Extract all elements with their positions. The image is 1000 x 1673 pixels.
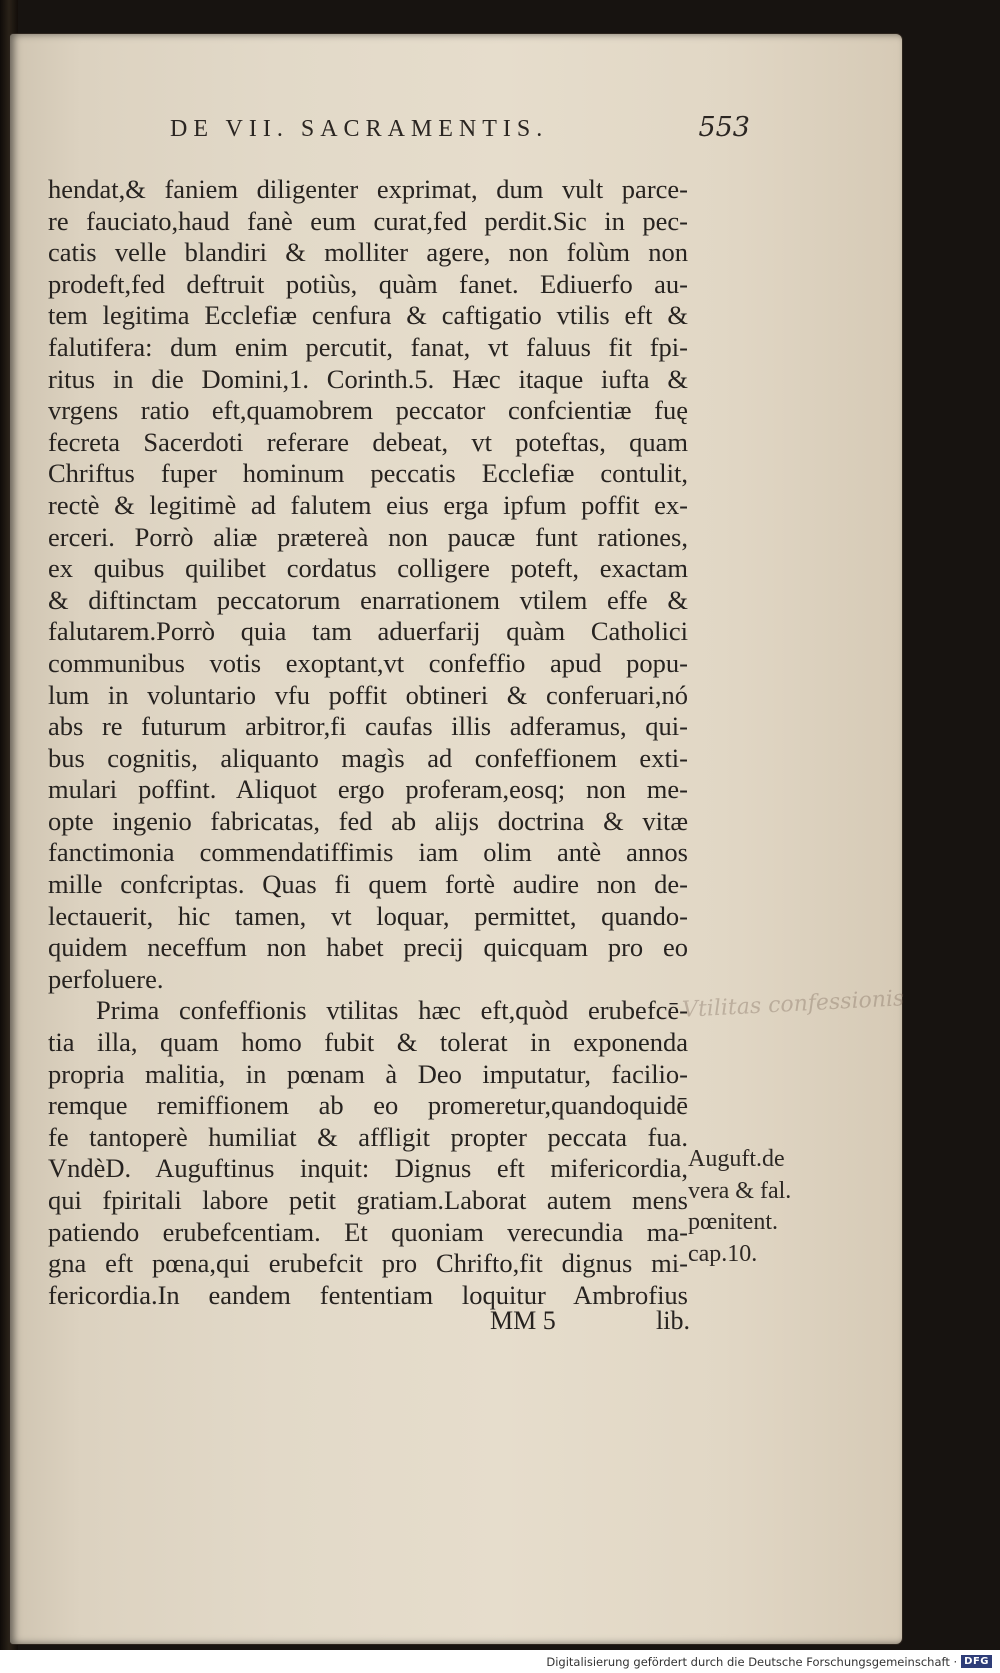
text-line: bus cognitis, aliquanto magìs ad confeffionem exti-: [48, 742, 688, 773]
text-line: fericordia.In eandem fententiam loquitur Ambrofius: [48, 1279, 688, 1310]
marginal-note-line: vera & fal.: [688, 1177, 792, 1204]
text-line: mille confcriptas. Quas fi quem fortè audire non de-: [48, 869, 688, 900]
marginal-note-line: Auguft.de: [688, 1146, 785, 1172]
text-line: falutarem.Porrò quia tam aduerfarij quàm Catholici: [48, 616, 688, 647]
marginal-note-line: pœnitent.: [688, 1209, 778, 1236]
text-line: Chriftus fuper hominum peccatis Ecclefiæ contulit,: [48, 458, 688, 489]
text-line: VndèD. Auguftinus inquit: Dignus eft mifericordia,: [48, 1153, 688, 1184]
text-line: tem legitima Ecclefiæ cenfura & caftigatio vtilis eft &: [48, 300, 688, 331]
signature-mark: MM 5: [490, 1306, 556, 1335]
body-text: [48, 174, 688, 1311]
text-line: gna eft pœna,qui erubefcit pro Chrifto,fit dignus mi-: [48, 1248, 688, 1279]
running-head-title: DE VII. SACRAMENTIS.: [170, 116, 549, 142]
catchwords: [490, 1306, 690, 1336]
running-head: [170, 112, 750, 143]
text-line: perfoluere.: [48, 963, 164, 994]
page-number: 553: [698, 112, 750, 143]
footer-text: Digitalisierung gefördert durch die Deutsche Forschungsgemeinschaft ·: [546, 1654, 958, 1669]
text-line: remque remiffionem ab eo promeretur,quandoquidē: [48, 1090, 688, 1121]
marginal-note-line: cap.10.: [688, 1240, 758, 1267]
text-line: qui fpiritali labore petit gratiam.Laborat autem mens: [48, 1185, 688, 1215]
marginal-note: [688, 1144, 828, 1270]
bleed-through-handwriting: Vtilitas confessionis: [681, 986, 905, 1023]
text-line: Prima confeffionis vtilitas hæc eft,quòd erubefcē-: [96, 995, 688, 1026]
text-line: abs re futurum arbitror,fi caufas illis adferamus, qui-: [48, 711, 688, 742]
text-line: re fauciato,haud fanè eum curat,fed perdit.Sic in pec-: [48, 205, 688, 236]
text-line: opte ingenio fabricatas, fed ab alijs doctrina & vitæ: [48, 805, 688, 836]
text-line: ritus in die Domini,1. Corinth.5. Hæc itaque iufta &: [48, 363, 688, 394]
text-line: mulari poffint. Aliquot ergo proferam,eosq; non me-: [48, 774, 688, 805]
text-line: catis velle blandiri & molliter agere, non folùm non: [48, 237, 688, 268]
text-line: tia illa, quam homo fubit & tolerat in exponenda: [48, 1027, 688, 1058]
book-page: [10, 34, 905, 1644]
text-line: lum in voluntario vfu poffit obtineri & conferuari,nó: [48, 679, 688, 710]
text-line: lectauerit, hic tamen, vt loquar, permittet, quando-: [48, 900, 688, 931]
text-line: & diftinctam peccatorum enarrationem vtilem effe &: [48, 584, 688, 615]
footer-credit: [0, 1650, 1000, 1673]
text-line: falutifera: dum enim percutit, fanat, vt faluus fit fpi-: [48, 331, 688, 362]
text-line: prodeft,fed deftruit potiùs, quàm fanet. Ediuerfo au-: [48, 268, 688, 299]
text-line: fe tantoperè humiliat & affligit propter peccata fua.: [48, 1121, 688, 1152]
text-line: vrgens ratio eft,quamobrem peccator confcientiæ fuę: [48, 395, 688, 426]
text-line: quidem neceffum non habet precij quicquam pro eo: [48, 932, 688, 963]
text-line: fecreta Sacerdoti referare debeat, vt poteftas, quam: [48, 426, 688, 457]
catchword: lib.: [656, 1306, 690, 1335]
text-line: fanctimonia commendatiffimis iam olim antè annos: [48, 837, 688, 868]
text-line: communibus votis exoptant,vt confeffio apud popu-: [48, 647, 688, 678]
text-line: rectè & legitimè ad falutem eius erga ipfum poffit ex-: [48, 489, 688, 520]
text-line: patiendo erubefcentiam. Et quoniam verecundia ma-: [48, 1216, 688, 1247]
text-line: hendat,& faniem diligenter exprimat, dum vult parce-: [48, 174, 688, 204]
dfg-logo-icon: DFG: [961, 1655, 992, 1668]
text-line: ex quibus quilibet cordatus colligere poteft, exactam: [48, 553, 688, 584]
text-line: propria malitia, in pœnam à Deo imputatur, facilio-: [48, 1058, 688, 1089]
text-line: erceri. Porrò aliæ prætereà non paucæ funt rationes,: [48, 521, 688, 552]
